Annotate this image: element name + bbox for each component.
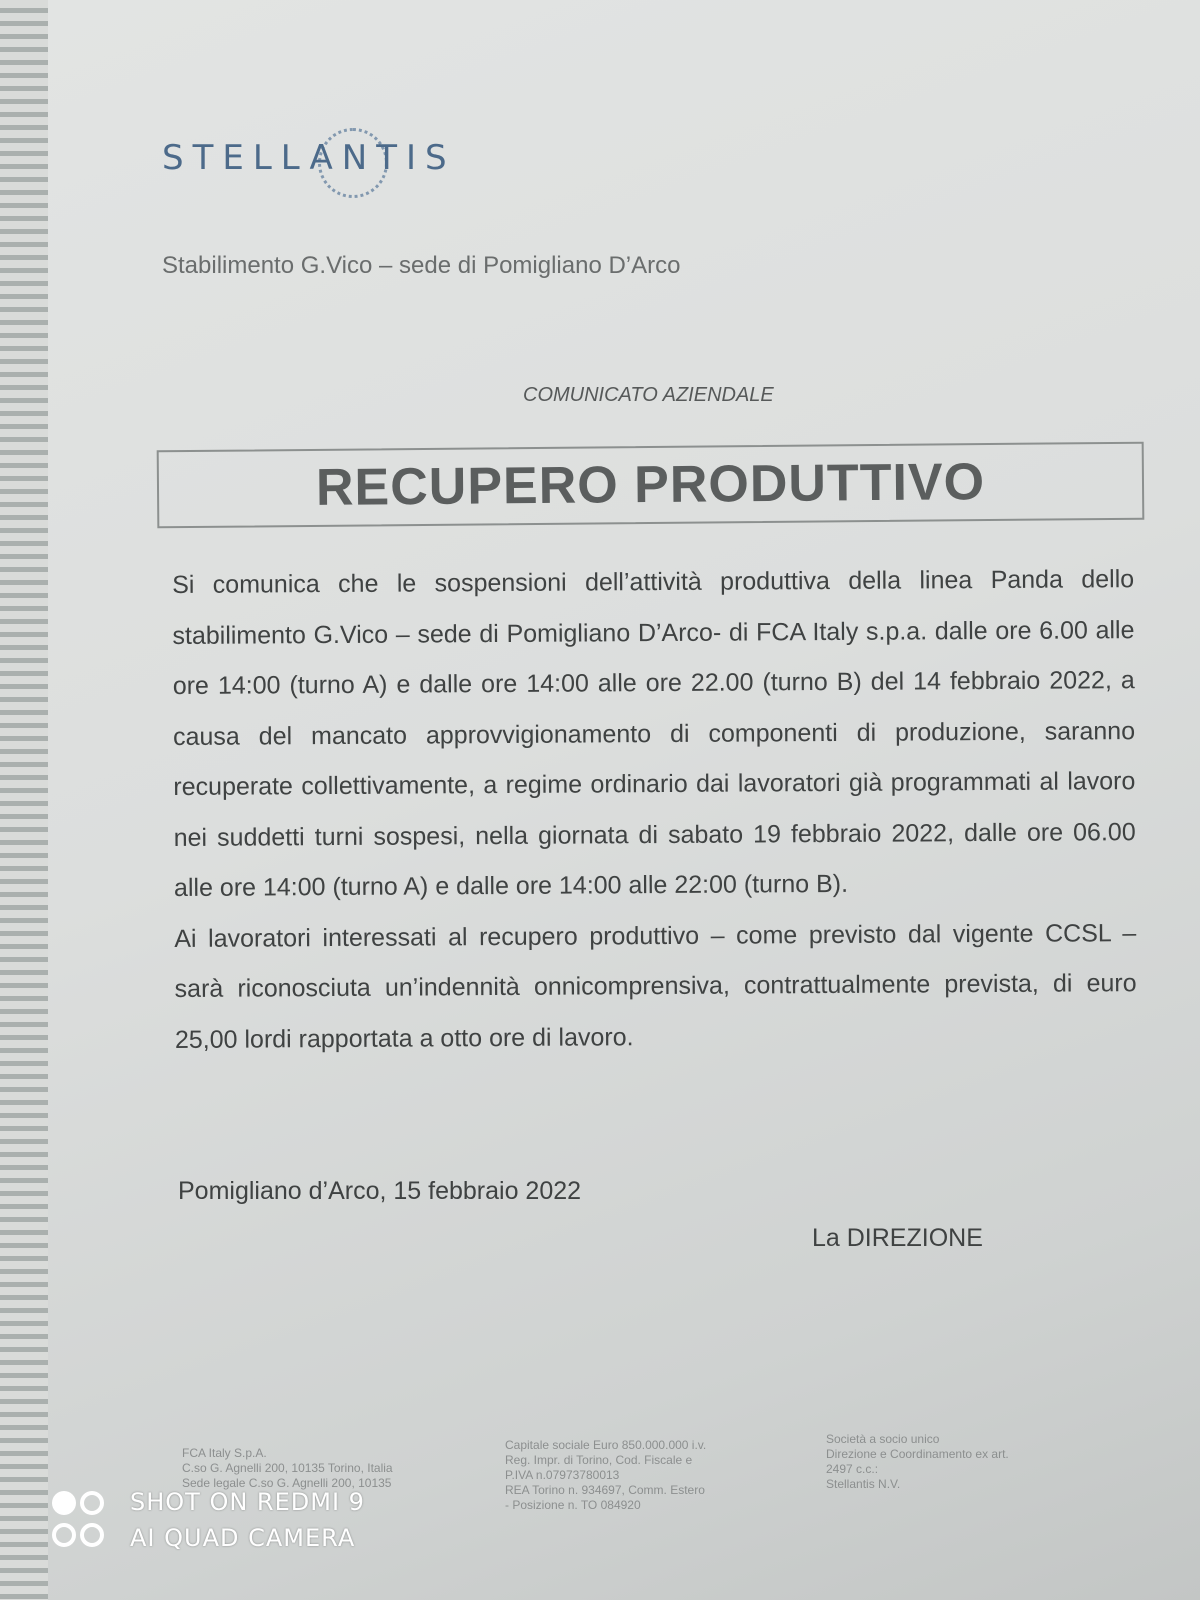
- signature: La DIREZIONE: [812, 1224, 983, 1252]
- footer-registration: Capitale sociale Euro 850.000.000 i.v. Reg. Impr. di Torino, Cod. Fiscale e P.IVA n.07973780013 REA Torino n. 934697, Comm. Estero - Posizione n. TO 084920: [505, 1438, 707, 1512]
- camera-watermark: [50, 1484, 365, 1556]
- place-and-date: Pomigliano d’Arco, 15 febbraio 2022: [178, 1177, 582, 1205]
- footer-company-address: FCA Italy S.p.A. C.so G. Agnelli 200, 10135 Torino, Italia Sede legale C.so G. Agnelli 200, 10135: [182, 1446, 393, 1490]
- footer-ownership: Società a socio unico Direzione e Coordinamento ex art. 2497 c.c.: Stellantis N.V.: [826, 1432, 1009, 1491]
- watermark-line-1: SHOT ON REDMI 9: [130, 1488, 365, 1516]
- document-type: COMUNICATO AZIENDALE: [523, 384, 774, 406]
- binder-strip: [0, 0, 50, 1600]
- camera-brand-icon: [50, 1489, 112, 1551]
- company-logo: STELLANTIS: [162, 138, 456, 178]
- document-body: [172, 554, 1137, 1065]
- body-paragraph-1: Si comunica che le sospensioni dell’attività produttiva della linea Panda dello stabilimento G.Vico – sede di Pomigliano D’Arco- di FCA Italy s.p.a. dalle ore 6.00 alle ore 14:00 (turno A) e dalle ore 14:00 alle ore 22.00 (turno B) del 14 febbraio 2022, a causa del mancato approvvigionamento di componenti di produzione, saranno recuperate collettivamente, a regime ordinario dai lavoratori già programmati al lavoro nei suddetti turni sospesi, nella giornata di sabato 19 febbraio 2022, dalle ore 06.00 alle ore 14:00 (turno A) e dalle ore 14:00 alle 22:00 (turno B).: [172, 565, 1136, 902]
- watermark-line-2: AI QUAD CAMERA: [130, 1524, 356, 1552]
- body-paragraph-2: Ai lavoratori interessati al recupero produttivo – come previsto dal vigente CCSL – sarà riconosciuta un’indennità onnicomprensiva, contrattualmente prevista, di euro 25,00 lordi rapportata a otto ore di lavoro.: [174, 918, 1137, 1054]
- plant-location: Stabilimento G.Vico – sede di Pomigliano D’Arco: [162, 252, 681, 279]
- document-title: RECUPERO PRODUTTIVO: [315, 453, 986, 517]
